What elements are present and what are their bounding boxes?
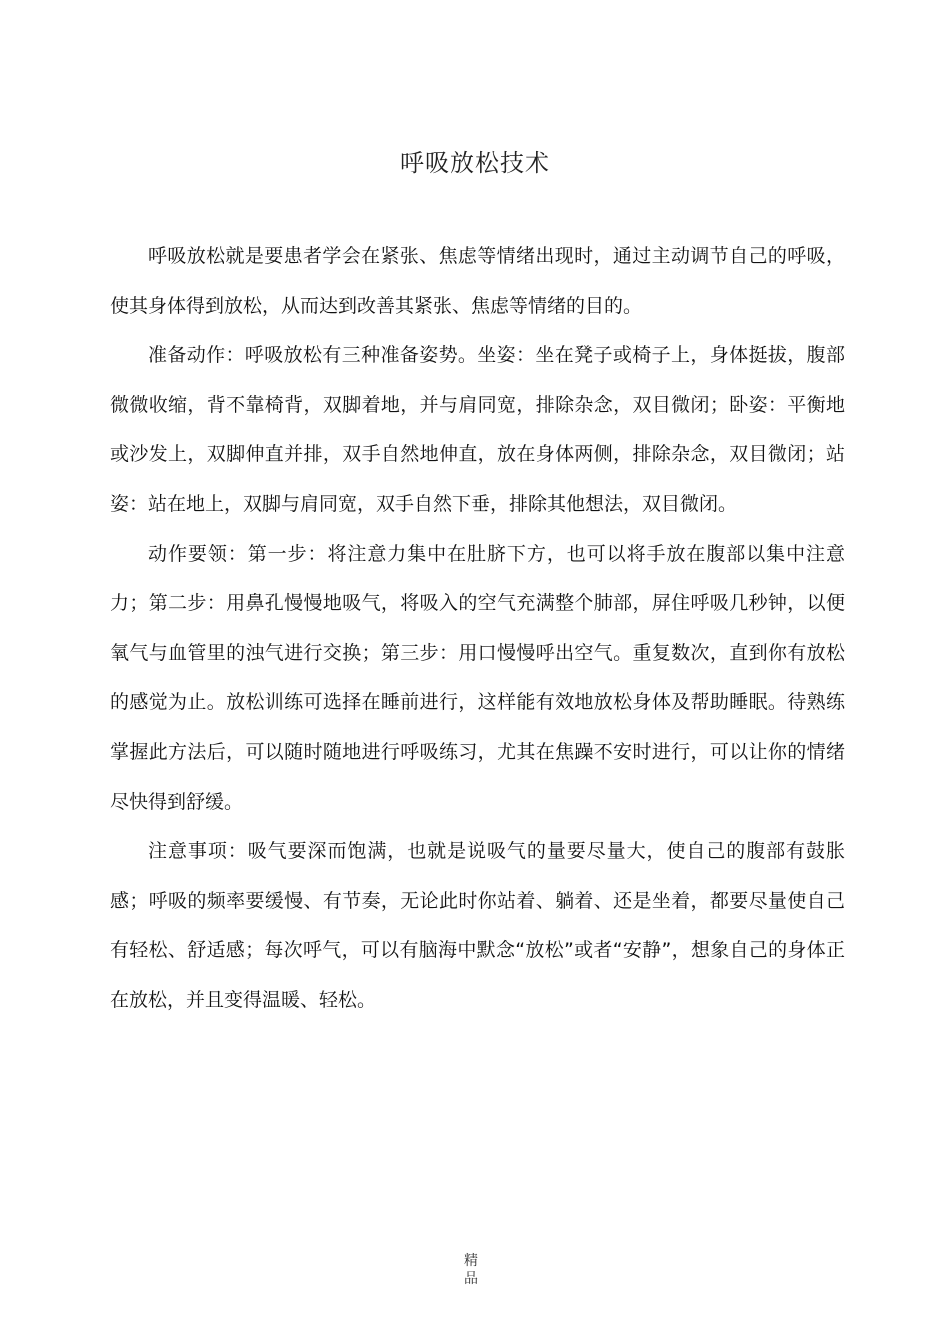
page-footer	[461, 1252, 481, 1288]
paragraph-technique: 动作要领：第一步：将注意力集中在肚脐下方，也可以将手放在腹部以集中注意力；第二步：用鼻孔慢慢地吸气，将吸入的空气充满整个肺部，屏住呼吸几秒钟，以便氧气与血管里的浊气进行交换；第三步：用口慢慢呼出空气。重复数次，直到你有放松的感觉为止。放松训练可选择在睡前进行，这样能有效地放松身体及帮助睡眠。待熟练掌握此方法后，可以随时随地进行呼吸练习，尤其在焦躁不安时进行，可以让你的情绪尽快得到舒缓。	[110, 542, 845, 813]
paragraph-notes: 注意事项：吸气要深而饱满，也就是说吸气的量要尽量大，使自己的腹部有鼓胀感；呼吸的频率要缓慢、有节奏，无论此时你站着、躺着、还是坐着，都要尽量使自己有轻松、舒适感；每次呼气，可以有脑海中默念“放松”或者“安静”，想象自己的身体正在放松，并且变得温暖、轻松。	[110, 840, 845, 1011]
document-title: 呼吸放松技术	[400, 149, 550, 177]
paragraph-intro: 呼吸放松就是要患者学会在紧张、焦虑等情绪出现时，通过主动调节自己的呼吸，使其身体得到放松，从而达到改善其紧张、焦虑等情绪的目的。	[110, 245, 845, 317]
document-body	[110, 232, 845, 1026]
footer-char-2: 品	[464, 1271, 478, 1287]
paragraph-preparation: 准备动作：呼吸放松有三种准备姿势。坐姿：坐在凳子或椅子上，身体挺拔，腹部微微收缩，背不靠椅背，双脚着地，并与肩同宽，排除杂念，双目微闭；卧姿：平衡地或沙发上，双脚伸直并排，双手自然地伸直，放在身体两侧，排除杂念，双目微闭；站姿：站在地上，双脚与肩同宽，双手自然下垂，排除其他想法，双目微闭。	[110, 344, 845, 515]
footer-char-1: 精	[464, 1253, 478, 1269]
